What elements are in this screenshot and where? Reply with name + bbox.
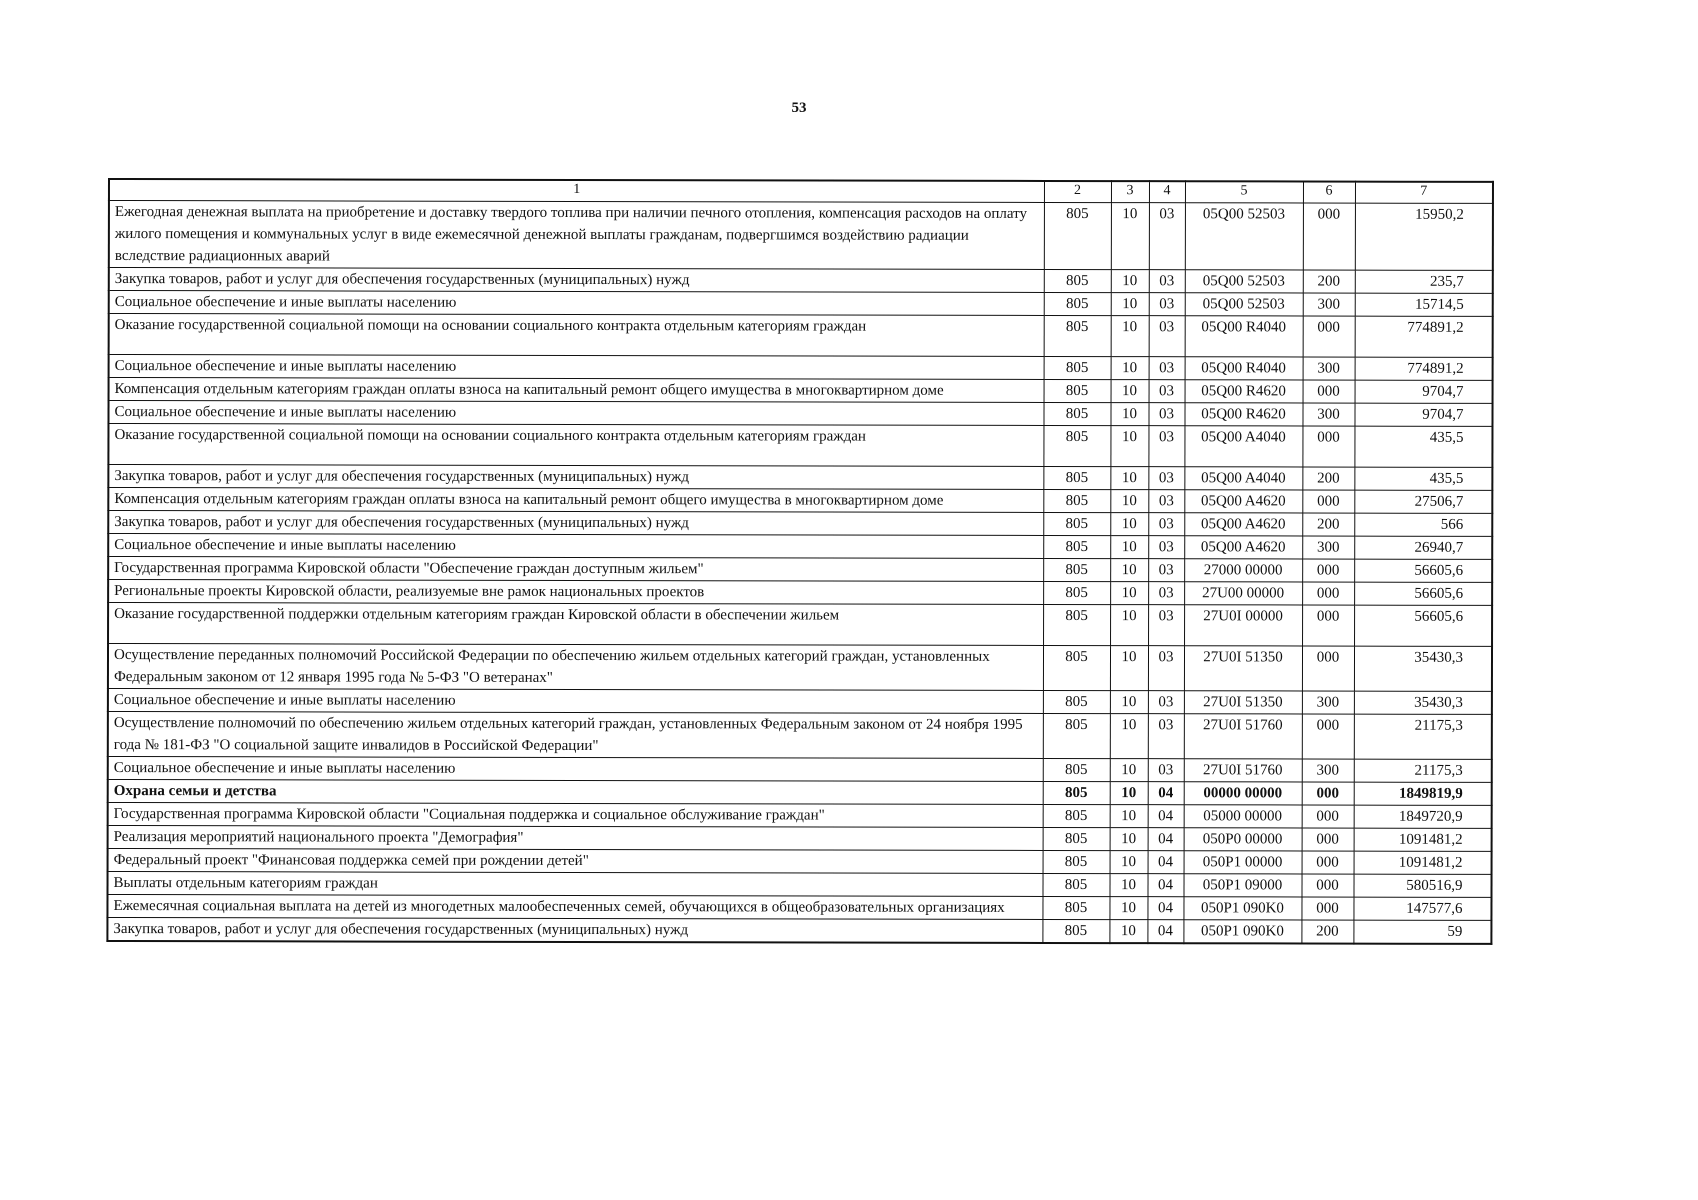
cell-name: Социальное обеспечение и иные выплаты населению [108, 757, 1043, 782]
cell-code-3: 10 [1110, 467, 1148, 490]
cell-code-5: 05Q00 R4620 [1184, 403, 1302, 426]
cell-code-5: 27U0I 51760 [1184, 714, 1302, 759]
cell-code-2: 805 [1043, 512, 1110, 535]
cell-code-2: 805 [1043, 850, 1110, 873]
cell-code-5: 05Q00 R4040 [1185, 316, 1303, 357]
cell-code-2: 805 [1043, 604, 1110, 645]
cell-name: Оказание государственной социальной помощи на основании социального контракта отдельным категориям граждан [108, 424, 1043, 467]
cell-code-6: 200 [1301, 920, 1353, 944]
cell-code-6: 300 [1302, 403, 1354, 426]
cell-code-6: 000 [1302, 490, 1354, 513]
cell-code-6: 000 [1302, 828, 1354, 851]
cell-name: Реализация мероприятий национального проекта "Демография" [108, 826, 1043, 851]
cell-code-6: 000 [1301, 897, 1353, 920]
cell-code-4: 04 [1147, 874, 1183, 897]
cell-name: Социальное обеспечение и иные выплаты населению [108, 689, 1043, 714]
cell-code-6: 300 [1303, 357, 1355, 380]
cell-code-6: 300 [1303, 293, 1355, 316]
cell-code-4: 03 [1148, 559, 1184, 582]
table-row [108, 849, 1492, 875]
cell-amount: 1849720,9 [1354, 805, 1492, 828]
cell-code-6: 000 [1302, 426, 1354, 467]
table-row [108, 534, 1492, 560]
cell-code-3: 10 [1110, 490, 1148, 513]
cell-code-2: 805 [1044, 292, 1111, 315]
cell-amount: 1091481,2 [1354, 828, 1492, 851]
table-row [108, 644, 1492, 692]
cell-code-3: 10 [1110, 759, 1148, 782]
cell-code-4: 04 [1148, 805, 1184, 828]
cell-name: Ежемесячная социальная выплата на детей из многодетных малообеспеченных семей, обучающихся в общеобразовательных организациях [107, 895, 1042, 920]
cell-code-3: 10 [1111, 203, 1149, 270]
cell-code-4: 04 [1148, 851, 1184, 874]
header-cell-5: 5 [1185, 181, 1303, 203]
cell-code-4: 03 [1148, 582, 1184, 605]
cell-code-2: 805 [1043, 690, 1110, 713]
cell-amount: 15714,5 [1355, 293, 1493, 316]
cell-code-3: 10 [1110, 605, 1148, 646]
cell-code-2: 805 [1043, 581, 1110, 604]
table-row [109, 291, 1493, 317]
table-row [108, 603, 1492, 647]
cell-code-5: 050P1 09000 [1183, 874, 1301, 897]
header-cell-2: 2 [1044, 181, 1111, 203]
cell-code-6: 200 [1302, 467, 1354, 490]
cell-code-6: 000 [1302, 782, 1354, 805]
table-row [109, 378, 1493, 404]
table-row [109, 268, 1493, 294]
cell-code-3: 10 [1109, 897, 1147, 920]
cell-amount: 774891,2 [1355, 316, 1493, 357]
cell-code-3: 10 [1110, 691, 1148, 714]
cell-code-6: 000 [1302, 805, 1354, 828]
cell-code-4: 04 [1147, 897, 1183, 920]
table-row [108, 424, 1492, 468]
cell-code-5: 050P1 00000 [1184, 851, 1302, 874]
cell-code-5: 05Q00 A4040 [1184, 426, 1302, 467]
cell-code-2: 805 [1043, 558, 1110, 581]
cell-code-6: 000 [1302, 714, 1354, 759]
header-cell-6: 6 [1303, 182, 1355, 204]
header-row [109, 179, 1493, 203]
cell-code-3: 10 [1111, 357, 1149, 380]
cell-amount: 27506,7 [1354, 490, 1492, 513]
cell-code-5: 050P1 090K0 [1183, 897, 1301, 920]
cell-code-4: 03 [1148, 714, 1184, 759]
cell-code-6: 000 [1302, 582, 1354, 605]
cell-code-6: 000 [1302, 559, 1354, 582]
cell-code-4: 03 [1149, 316, 1185, 357]
cell-amount: 774891,2 [1355, 357, 1493, 380]
cell-amount: 56605,6 [1354, 559, 1492, 582]
cell-name: Государственная программа Кировской области "Социальная поддержка и социальное обслуживание граждан" [108, 803, 1043, 828]
cell-code-6: 200 [1303, 270, 1355, 293]
cell-code-4: 03 [1148, 646, 1184, 691]
cell-code-4: 03 [1148, 536, 1184, 559]
cell-code-3: 10 [1109, 874, 1147, 897]
table-row [108, 580, 1492, 606]
cell-code-4: 03 [1148, 513, 1184, 536]
cell-code-6: 000 [1303, 380, 1355, 403]
header-cell-1: 1 [109, 179, 1044, 202]
cell-code-2: 805 [1044, 202, 1111, 269]
header-cell-3: 3 [1111, 181, 1149, 203]
cell-amount: 580516,9 [1353, 874, 1491, 897]
cell-code-6: 300 [1302, 536, 1354, 559]
cell-code-3: 10 [1110, 828, 1148, 851]
cell-code-6: 200 [1302, 513, 1354, 536]
cell-code-3: 10 [1110, 582, 1148, 605]
cell-code-6: 000 [1302, 646, 1354, 691]
cell-amount: 235,7 [1355, 270, 1493, 293]
cell-amount: 56605,6 [1354, 605, 1492, 646]
table-row [108, 401, 1492, 427]
cell-code-6: 300 [1302, 691, 1354, 714]
cell-code-6: 000 [1301, 874, 1353, 897]
cell-code-6: 000 [1302, 851, 1354, 874]
cell-name: Охрана семьи и детства [108, 780, 1043, 805]
cell-code-2: 805 [1043, 425, 1110, 466]
cell-code-2: 805 [1044, 379, 1111, 402]
cell-amount: 26940,7 [1354, 536, 1492, 559]
cell-code-2: 805 [1043, 758, 1110, 781]
cell-amount: 566 [1354, 513, 1492, 536]
cell-amount: 56605,6 [1354, 582, 1492, 605]
page-number: 53 [791, 100, 807, 116]
cell-name: Оказание государственной социальной помощи на основании социального контракта отдельным категориям граждан [109, 314, 1044, 357]
cell-code-5: 05Q00 R4620 [1185, 380, 1303, 403]
cell-code-2: 805 [1043, 535, 1110, 558]
table-row [109, 314, 1493, 358]
cell-amount: 1091481,2 [1354, 851, 1492, 874]
cell-code-2: 805 [1043, 781, 1110, 804]
cell-code-2: 805 [1043, 402, 1110, 425]
cell-amount: 147577,6 [1353, 897, 1491, 920]
cell-name: Компенсация отдельным категориям граждан оплаты взноса на капитальный ремонт общего имущества в многоквартирном доме [109, 378, 1044, 403]
cell-code-4: 03 [1149, 380, 1185, 403]
cell-code-3: 10 [1110, 559, 1148, 582]
cell-code-2: 805 [1043, 489, 1110, 512]
cell-code-2: 805 [1044, 269, 1111, 292]
cell-name: Закупка товаров, работ и услуг для обеспечения государственных (муниципальных) нужд [108, 465, 1043, 490]
cell-code-4: 03 [1149, 357, 1185, 380]
table-row [109, 201, 1493, 271]
cell-name: Компенсация отдельным категориям граждан оплаты взноса на капитальный ремонт общего имущества в многоквартирном доме [108, 488, 1043, 513]
cell-code-4: 03 [1149, 203, 1185, 270]
cell-code-6: 000 [1303, 203, 1355, 270]
cell-code-4: 03 [1148, 467, 1184, 490]
cell-amount: 9704,7 [1355, 380, 1493, 403]
cell-code-5: 00000 00000 [1184, 782, 1302, 805]
cell-name: Закупка товаров, работ и услуг для обеспечения государственных (муниципальных) нужд [107, 918, 1042, 943]
table-row [108, 488, 1492, 514]
table-row [108, 826, 1492, 852]
cell-code-5: 050P1 090K0 [1183, 920, 1301, 944]
cell-code-6: 000 [1302, 605, 1354, 646]
table-row [108, 712, 1492, 760]
budget-table [106, 178, 1494, 945]
cell-amount: 435,5 [1354, 467, 1492, 490]
cell-code-2: 805 [1043, 645, 1110, 690]
cell-code-3: 10 [1110, 782, 1148, 805]
cell-code-4: 04 [1148, 782, 1184, 805]
cell-amount: 1849819,9 [1354, 782, 1492, 805]
cell-code-6: 000 [1303, 316, 1355, 357]
cell-code-4: 03 [1148, 759, 1184, 782]
cell-code-3: 10 [1110, 646, 1148, 691]
cell-code-3: 10 [1111, 270, 1149, 293]
cell-name: Закупка товаров, работ и услуг для обеспечения государственных (муниципальных) нужд [109, 268, 1044, 293]
cell-code-5: 27000 00000 [1184, 559, 1302, 582]
cell-code-4: 03 [1148, 605, 1184, 646]
cell-code-4: 04 [1148, 828, 1184, 851]
cell-code-5: 05Q00 52503 [1185, 293, 1303, 316]
table-row [108, 465, 1492, 491]
cell-code-3: 10 [1110, 805, 1148, 828]
cell-code-2: 805 [1043, 466, 1110, 489]
cell-name: Осуществление полномочий по обеспечению жильем отдельных категорий граждан, установленных Федеральным законом от 24 ноября 1995 года № 181-ФЗ "О социальной защите инвалидов в Российской Федерации" [108, 712, 1043, 759]
cell-code-4: 03 [1148, 691, 1184, 714]
cell-name: Выплаты отдельным категориям граждан [107, 872, 1042, 897]
cell-amount: 59 [1353, 920, 1491, 944]
cell-code-2: 805 [1042, 873, 1109, 896]
cell-amount: 15950,2 [1355, 203, 1493, 270]
cell-amount: 21175,3 [1354, 714, 1492, 759]
cell-code-2: 805 [1044, 315, 1111, 356]
table-row [108, 689, 1492, 715]
table-row [108, 511, 1492, 537]
cell-name: Социальное обеспечение и иные выплаты населению [109, 355, 1044, 380]
table-body [107, 201, 1493, 944]
cell-amount: 35430,3 [1354, 646, 1492, 691]
cell-name: Закупка товаров, работ и услуг для обеспечения государственных (муниципальных) нужд [108, 511, 1043, 536]
table-row [107, 918, 1491, 944]
cell-code-3: 10 [1110, 536, 1148, 559]
table-row [107, 872, 1491, 898]
cell-name: Осуществление переданных полномочий Российской Федерации по обеспечению жильем отдельных категорий граждан, установленных Федеральным законом от 12 января 1995 года № 5-ФЗ "О ветеранах" [108, 644, 1043, 691]
table-row [109, 355, 1493, 381]
cell-code-3: 10 [1110, 714, 1148, 759]
cell-name: Оказание государственной поддержки отдельным категориям граждан Кировской области в обеспечении жильем [108, 603, 1043, 646]
cell-code-5: 27U0I 51760 [1184, 759, 1302, 782]
cell-code-5: 05Q00 52503 [1185, 203, 1303, 270]
cell-amount: 9704,7 [1354, 403, 1492, 426]
cell-code-5: 05Q00 A4040 [1184, 467, 1302, 490]
cell-code-4: 04 [1147, 920, 1183, 944]
cell-code-5: 05000 00000 [1184, 805, 1302, 828]
cell-code-5: 27U0I 51350 [1184, 691, 1302, 714]
cell-name: Региональные проекты Кировской области, реализуемые вне рамок национальных проектов [108, 580, 1043, 605]
cell-code-3: 10 [1111, 293, 1149, 316]
cell-code-5: 05Q00 A4620 [1184, 536, 1302, 559]
cell-code-2: 805 [1044, 356, 1111, 379]
cell-code-5: 27U00 00000 [1184, 582, 1302, 605]
cell-amount: 435,5 [1354, 426, 1492, 467]
cell-code-2: 805 [1043, 827, 1110, 850]
cell-name: Ежегодная денежная выплата на приобретение и доставку твердого топлива при наличии печного отопления, компенсация расходов на оплату жилого помещения и коммунальных услуг в виде ежемесячной денежной выплаты гражданам, подвергшимся воздействию радиации вследствие радиационных аварий [109, 201, 1044, 270]
cell-code-4: 03 [1148, 426, 1184, 467]
cell-code-3: 10 [1110, 513, 1148, 536]
cell-code-5: 05Q00 A4620 [1184, 490, 1302, 513]
header-cell-7: 7 [1355, 182, 1493, 204]
cell-code-2: 805 [1042, 919, 1109, 943]
cell-code-4: 03 [1149, 293, 1185, 316]
cell-code-2: 805 [1043, 713, 1110, 758]
cell-name: Социальное обеспечение и иные выплаты населению [108, 401, 1043, 426]
cell-code-5: 05Q00 R4040 [1185, 357, 1303, 380]
table-row [108, 757, 1492, 783]
cell-code-5: 27U0I 00000 [1184, 605, 1302, 646]
cell-code-4: 03 [1148, 490, 1184, 513]
cell-amount: 21175,3 [1354, 759, 1492, 782]
cell-name: Федеральный проект "Финансовая поддержка семей при рождении детей" [108, 849, 1043, 874]
cell-code-3: 10 [1110, 851, 1148, 874]
cell-code-5: 05Q00 A4620 [1184, 513, 1302, 536]
cell-name: Социальное обеспечение и иные выплаты населению [108, 534, 1043, 559]
cell-name: Социальное обеспечение и иные выплаты населению [109, 291, 1044, 316]
cell-code-4: 03 [1148, 403, 1184, 426]
cell-code-4: 03 [1149, 270, 1185, 293]
cell-code-3: 10 [1110, 426, 1148, 467]
cell-name: Государственная программа Кировской области "Обеспечение граждан доступным жильем" [108, 557, 1043, 582]
table-row [108, 803, 1492, 829]
table-row [107, 895, 1491, 921]
cell-code-2: 805 [1042, 896, 1109, 919]
cell-code-3: 10 [1111, 380, 1149, 403]
cell-code-3: 10 [1111, 316, 1149, 357]
cell-code-2: 805 [1043, 804, 1110, 827]
cell-code-3: 10 [1109, 920, 1147, 944]
cell-amount: 35430,3 [1354, 691, 1492, 714]
table-row [108, 557, 1492, 583]
cell-code-6: 300 [1302, 759, 1354, 782]
cell-code-3: 10 [1110, 403, 1148, 426]
cell-code-5: 050P0 00000 [1184, 828, 1302, 851]
table-row [108, 780, 1492, 806]
cell-code-5: 27U0I 51350 [1184, 646, 1302, 691]
header-cell-4: 4 [1149, 181, 1185, 203]
cell-code-5: 05Q00 52503 [1185, 270, 1303, 293]
